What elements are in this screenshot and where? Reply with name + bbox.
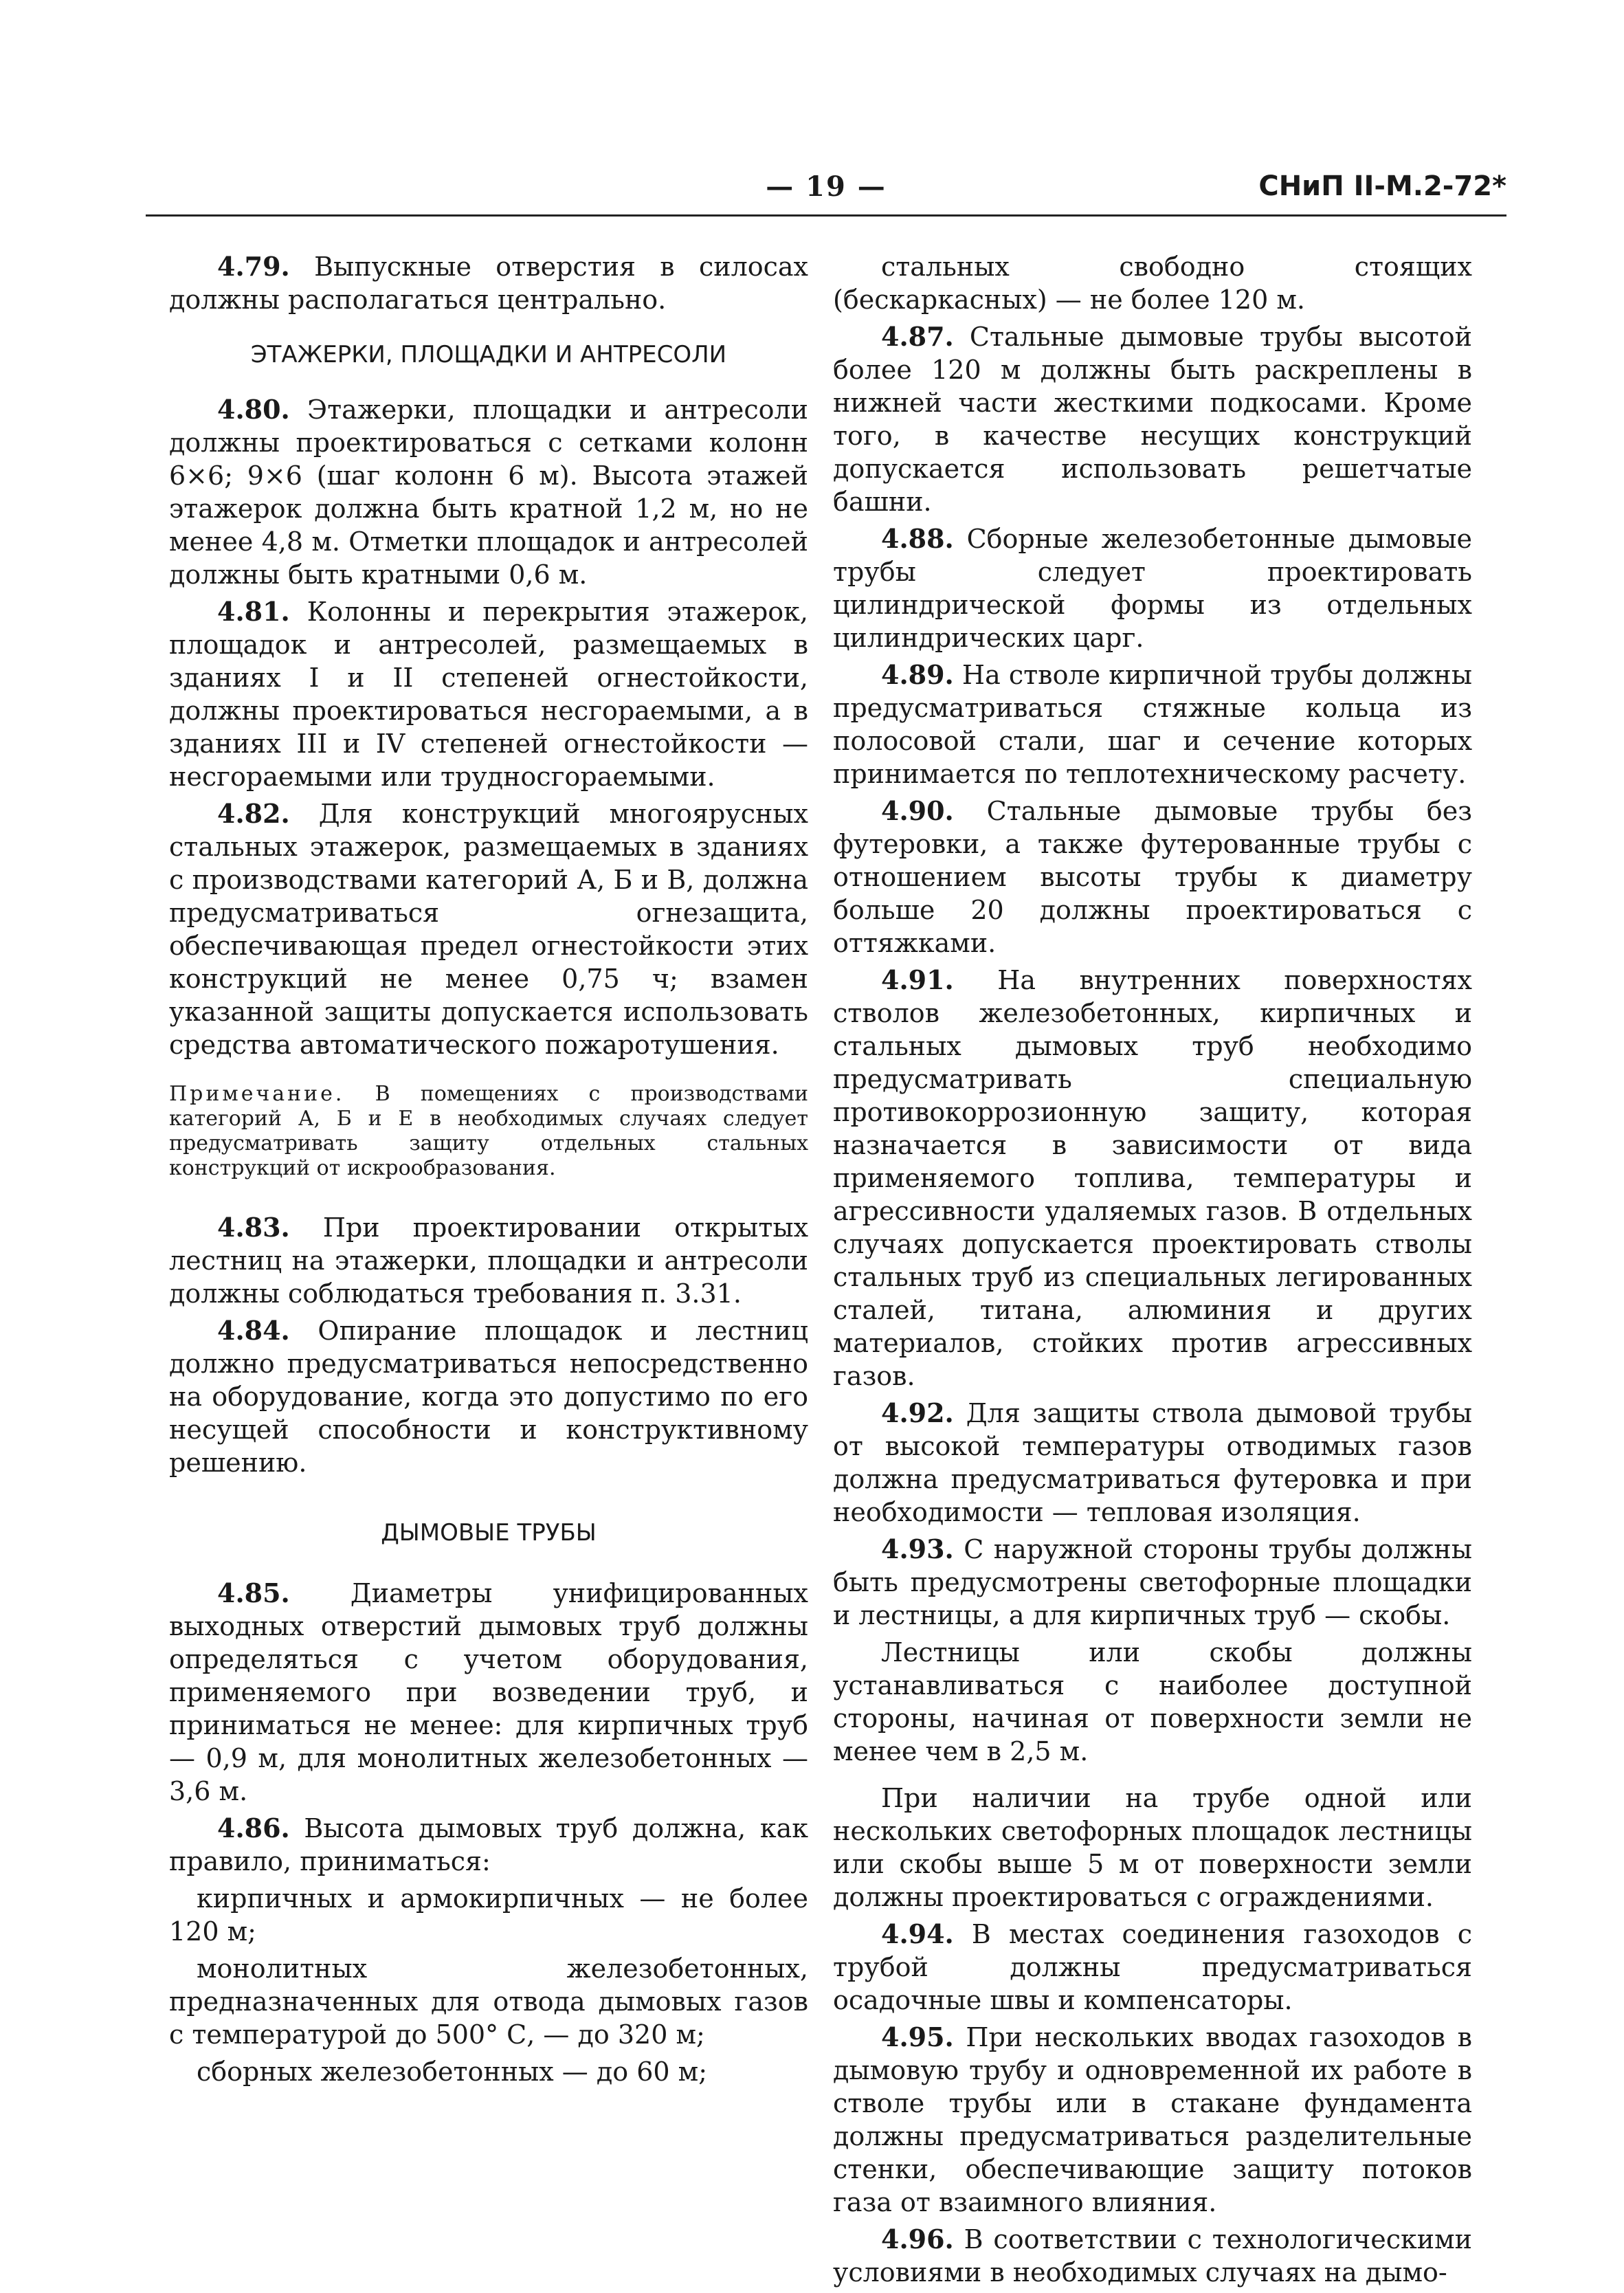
clause-text: Сборные железобетонные дымовые трубы следует проектировать цилиндрической формы из отдельных цилиндрических царг.: [833, 524, 1472, 653]
clause-number: 4.79.: [217, 251, 290, 282]
note: [169, 1082, 808, 1181]
clause-4-87: [833, 320, 1472, 518]
clause-4-95: [833, 2021, 1472, 2219]
clause-4-80: [169, 393, 808, 591]
clause-number: 4.86.: [217, 1813, 290, 1843]
clause-text: Опирание площадок и лестниц должно предусматриваться непосредственно на оборудование, когда это допустимо по его несущей способности и конструктивному решению.: [169, 1316, 808, 1478]
clause-text: Для конструкций многоярусных стальных этажерок, размещаемых в зданиях с производствами категорий А, Б и В, должна предусматриваться огнезащита, обеспечивающая предел огнестойкости этих конструкций не менее 0,75 ч; взамен указанной защиты допускается использовать средства автоматического пожаротушения.: [169, 799, 808, 1060]
page-header: [146, 170, 1506, 219]
clause-4-88: [833, 522, 1472, 654]
clause-number: 4.94.: [881, 1918, 954, 1949]
clause-number: 4.92.: [881, 1397, 954, 1428]
clause-4-81: [169, 595, 808, 793]
clause-4-86: [169, 1812, 808, 1878]
page-number: — 19 —: [766, 170, 887, 203]
clause-number: 4.80.: [217, 394, 290, 425]
clause-number: 4.84.: [217, 1315, 290, 1346]
clause-number: 4.91.: [881, 964, 954, 995]
list-item: монолитных железобетонных, предназначенных для отвода дымовых газов с температурой до 500° С, — до 320 м;: [169, 1953, 808, 2050]
clause-text: В местах соединения газоходов с трубой должны предусматриваться осадочные швы и компенсаторы.: [833, 1919, 1472, 2015]
clause-number: 4.89.: [881, 659, 954, 690]
list-item: кирпичных и армокирпичных — не более 120 м;: [169, 1883, 808, 1947]
clause-text: Диаметры унифицированных выходных отверстий дымовых труб должны определяться с учетом оборудования, применяемого при возведении труб, и приниматься не менее: для кирпичных труб — 0,9 м, для монолитных железобетонных — 3,6 м.: [169, 1578, 808, 1806]
clause-text: Стальные дымовые трубы без футеровки, а также футерованные трубы с отношением высоты трубы к диаметру больше 20 должны проектироваться с оттяжками.: [833, 796, 1472, 958]
clause-number: 4.96.: [881, 2224, 954, 2255]
document-code: СНиП II-М.2-72*: [1258, 170, 1506, 202]
clause-4-85: [169, 1577, 808, 1808]
clause-4-79: [169, 250, 808, 316]
list-item: сборных железобетонных — до 60 м;: [197, 2057, 708, 2087]
clause-text: Стальные дымовые трубы высотой более 120 м должны быть раскреплены в нижней части жесткими подкосами. Кроме того, в качестве несущих конструкций допускается использовать решетчатые башни.: [833, 322, 1472, 517]
clause-text: С наружной стороны трубы должны быть предусмотрены светофорные площадки и лестницы, а для кирпичных труб — скобы.: [833, 1534, 1472, 1630]
section-heading: ЭТАЖЕРКИ, ПЛОЩАДКИ И АНТРЕСОЛИ: [250, 341, 727, 368]
clause-text: Высота дымовых труб должна, как правило, приниматься:: [169, 1813, 808, 1876]
clause-4-89: [833, 658, 1472, 790]
clause-text: При нескольких вводах газоходов в дымовую трубу и одновременной их работе в стволе трубы или в стакане фундамента должны предусматриваться разделительные стенки, обеспечивающие защиту потоков газа от взаимного влияния.: [833, 2022, 1472, 2217]
clause-4-93: [833, 1533, 1472, 1632]
continued-text: стальных свободно стоящих (бескаркасных) — не более 120 м.: [833, 252, 1472, 315]
section-heading: ДЫМОВЫЕ ТРУБЫ: [381, 1519, 597, 1547]
clause-4-83: [169, 1211, 808, 1310]
header-rule: [146, 214, 1506, 217]
clause-text: Этажерки, площадки и антресоли должны проектироваться с сетками колонн 6×6; 9×6 (шаг колонн 6 м). Высота этажей этажерок должна быть кратной 1,2 м, но не менее 4,8 м. Отметки площадок и антресолей должны быть кратными 0,6 м.: [169, 395, 808, 590]
clause-4-82: [169, 797, 808, 1061]
clause-number: 4.87.: [881, 321, 954, 352]
clause-number: 4.90.: [881, 795, 954, 826]
note-label: Примечание.: [169, 1082, 345, 1106]
clause-text: В соответствии с технологическими условиями в необходимых случаях на дымо-: [833, 2224, 1472, 2288]
clause-text: Для защиты ствола дымовой трубы от высокой температуры отводимых газов должна предусматриваться футеровка и при необходимости — тепловая изоляция.: [833, 1398, 1472, 1527]
clause-number: 4.83.: [217, 1212, 290, 1243]
clause-4-90: [833, 795, 1472, 960]
clause-number: 4.88.: [881, 523, 954, 554]
clause-number: 4.95.: [881, 2021, 954, 2052]
clause-text: При проектировании открытых лестниц на этажерки, площадки и антресоли должны соблюдаться требования п. 3.31.: [169, 1212, 808, 1309]
clause-4-94: [833, 1918, 1472, 2017]
clause-text: Выпускные отверстия в силосах должны располагаться центрально.: [169, 252, 808, 315]
clause-4-84: [169, 1314, 808, 1479]
note-text: В помещениях с производствами категорий А, Б и Е в необходимых случаях следует предусматривать защиту отдельных стальных конструкций от искрообразования.: [169, 1082, 808, 1180]
clause-number: 4.81.: [217, 596, 290, 627]
clause-text: На внутренних поверхностях стволов железобетонных, кирпичных и стальных дымовых труб необходимо предусматривать специальную противокоррозионную защиту, которая назначается в зависимости от вида применяемого топлива, температуры и агрессивности удаляемых газов. В отдельных случаях допускается проектировать стволы стальных труб из специальных легированных сталей, титана, алюминия и других материалов, стойких против агрессивных газов.: [833, 965, 1472, 1391]
clause-paragraph: Лестницы или скобы должны устанавливаться с наиболее доступной стороны, начиная от поверхности земли не менее чем в 2,5 м.: [833, 1637, 1472, 1766]
clause-text: Колонны и перекрытия этажерок, площадок и антресолей, размещаемых в зданиях I и II степеней огнестойкости, должны проектироваться несгораемыми, а в зданиях III и IV степеней огнестойкости — несгораемыми или трудносгораемыми.: [169, 597, 808, 792]
clause-text: На стволе кирпичной трубы должны предусматриваться стяжные кольца из полосовой стали, шаг и сечение которых принимается по теплотехническому расчету.: [833, 660, 1472, 789]
clause-4-91: [833, 964, 1472, 1393]
clause-4-96: [833, 2223, 1472, 2289]
left-column: [169, 250, 808, 2092]
clause-4-92: [833, 1397, 1472, 1529]
clause-number: 4.82.: [217, 798, 290, 829]
clause-number: 4.93.: [881, 1533, 954, 1564]
right-column: [833, 250, 1472, 2293]
clause-number: 4.85.: [217, 1577, 290, 1608]
clause-paragraph: При наличии на трубе одной или нескольких светофорных площадок лестницы или скобы выше 5 м от поверхности земли должны проектироваться с ограждениями.: [833, 1783, 1472, 1912]
